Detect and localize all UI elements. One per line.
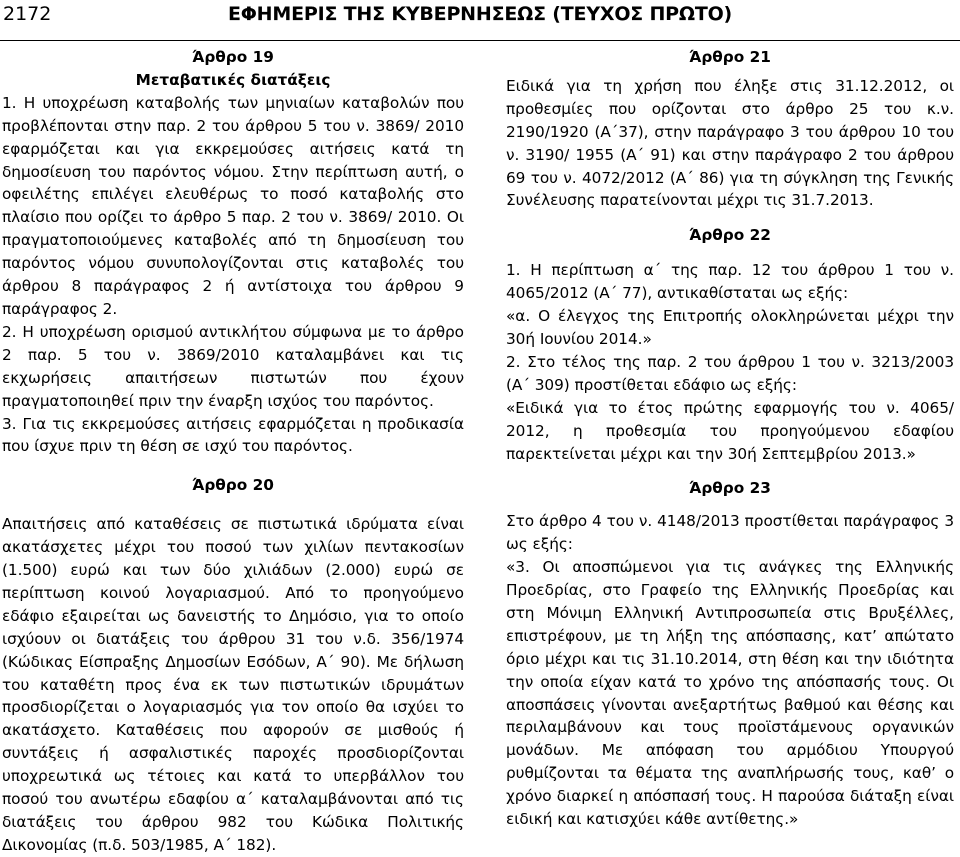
article-21-title: Άρθρο 21 xyxy=(689,48,771,66)
article-23-paragraph-1: Στο άρθρο 4 του ν. 4148/2013 προστίθεται παράγραφος 3 ως εξής: xyxy=(506,512,954,554)
article-20-title: Άρθρο 20 xyxy=(192,476,274,495)
right-column xyxy=(506,46,954,831)
left-column xyxy=(2,46,464,857)
article-19-subtitle: Μεταβατικές διατάξεις xyxy=(135,70,331,89)
article-22-paragraph-1: 1. Η περίπτωση α΄ της παρ. 12 του άρθρου 1 του ν. 4065/2012 (Α΄ 77), αντικαθίσταται ως εξής: xyxy=(506,261,954,303)
article-22-paragraph-2: «α. Ο έλεγχος της Επιτροπής ολοκληρώνεται μέχρι την 30ή Ιουνίου 2014.» xyxy=(506,307,954,348)
article-19-title: Άρθρο 19 xyxy=(192,48,274,66)
article-20-paragraph-1: Απαιτήσεις από καταθέσεις σε πιστωτικά ιδρύματα είναι ακατάσχετες μέχρι του ποσού των χιλίων πεντακοσίων (1.500) ευρώ και των δύο χιλιάδων (2.000) ευρώ σε περίπτωση κοινού λογαριασμού. Από το προηγούμενο εδάφιο εξαιρείται ως δανειστής το Δημόσιο, για το οποίο ισχύουν οι διατάξεις του άρθρου 31 του ν.δ. 356/1974 (Κώδικας Είσπραξης Δημοσίων Εσόδων, Α΄ 90). Με δήλωση του καταθέτη προς ένα εκ των πιστωτικών ιδρυμάτων προσδιορίζεται ο λογαριασμός για τον οποίο θα ισχύει το ακατάσχετο. Καταθέσεις που αφορούν σε μισθούς ή συντάξεις ή ασφαλιστικές παροχές προσδιορίζονται υποχρεωτικά ως τέτοιες και κατά το υπερβάλλον του ποσού του ανωτέρω εδαφίου α΄ καταλαμβάνονται από τις διατάξεις του άρθρου 982 του Κώδικα Πολιτικής Δικονομίας (π.δ. 503/1985, Α΄ 182). xyxy=(2,515,464,854)
page-number: 2172 xyxy=(3,3,52,25)
page-header xyxy=(0,0,960,41)
article-22-paragraph-4: «Ειδικά για το έτος πρώτης εφαρμογής του ν. 4065/ 2012, η προθεσμία του προηγούμενου εδαφίου παρεκτείνεται μέχρι και την 30ή Σεπτεμβρίου 2013.» xyxy=(506,398,954,463)
journal-title: ΕΦΗΜΕΡΙΣ ΤΗΣ ΚΥΒΕΡΝΗΣΕΩΣ (ΤΕΥΧΟΣ ΠΡΩΤΟ) xyxy=(227,3,733,25)
article-22-title: Άρθρο 22 xyxy=(689,226,771,245)
article-19-paragraph-2: 2. Η υποχρέωση ορισμού αντικλήτου σύμφωνα με το άρθρο 2 παρ. 5 του ν. 3869/2010 καταλαμβάνει και τις εκχωρήσεις απαιτήσεων πιστωτών που έχουν πραγματοποιηθεί πριν την έναρξη ισχύος του παρόντος. xyxy=(2,322,464,410)
article-23-title: Άρθρο 23 xyxy=(689,479,771,498)
article-19-paragraph-1: 1. Η υποχρέωση καταβολής των μηνιαίων καταβολών που προβλέπονται στην παρ. 2 του άρθρου 5 του ν. 3869/ 2010 εφαρμόζεται και για εκκρεμούσες αιτήσεις κατά τη δημοσίευση του παρόντος νόμου. Στην περίπτωση αυτή, ο οφειλέτης επιλέγει ελευθέρως το ποσό καταβολής στο πλαίσιο που ορίζει το άρθρο 5 παρ. 2 του ν. 3869/ 2010. Οι πραγματοποιούμενες καταβολές από τη δημοσίευση του παρόντος νόμου συνυπολογίζονται στις καταβολές του άρθρου 8 παράγραφος 2 ή αντίστοιχα του άρθρου 9 παράγραφος 2. xyxy=(2,93,464,318)
article-22-paragraph-3: 2. Στο τέλος της παρ. 2 του άρθρου 1 του ν. 3213/2003 (Α΄ 309) προστίθεται εδάφιο ως εξής: xyxy=(506,352,954,394)
article-23-paragraph-2: «3. Οι αποσπώμενοι για τις ανάγκες της Ελληνικής Προεδρίας, στο Γραφείο της Ελληνικής Προεδρίας και στη Μόνιμη Ελληνική Αντιπροσωπεία στις Βρυξέλλες, επιστρέφουν, με τη λήξη της απόσπασης, κατ’ απώτατο όριο μέχρι και τις 31.10.2014, στη θέση και την ιδιότητα την οποία είχαν κατά το χρόνο της απόσπασής τους. Οι αποσπάσεις γίνονται ανεξαρτήτως βαθμού και θέσης και περιλαμβάνουν και τους προϊστάμενους οργανικών μονάδων. Με απόφαση του αρμόδιου Υπουργού ρυθμίζονται τα θέματα της αναπλήρωσής τους, καθ’ ο χρόνο διαρκεί η απόσπασή τους. Η παρούσα διάταξη είναι ειδική και κατισχύει κάθε αντίθετης.» xyxy=(506,558,954,829)
article-19-paragraph-3: 3. Για τις εκκρεμούσες αιτήσεις εφαρμόζεται η προδικασία που ίσχυε πριν τη θέση σε ισχύ του παρόντος. xyxy=(2,414,464,456)
article-21-paragraph-1: Ειδικά για τη χρήση που έληξε στις 31.12.2012, οι προθεσμίες που ορίζονται στο άρθρο 25 του κ.ν. 2190/1920 (Α΄37), στην παράγραφο 3 του άρθρου 10 του ν. 3190/ 1955 (Α΄ 91) και στην παράγραφο 2 του άρθρου 69 του ν. 4072/2012 (Α΄ 86) για τη σύγκληση της Γενικής Συνέλευσης παρατείνονται μέχρι τις 31.7.2013. xyxy=(506,76,954,210)
